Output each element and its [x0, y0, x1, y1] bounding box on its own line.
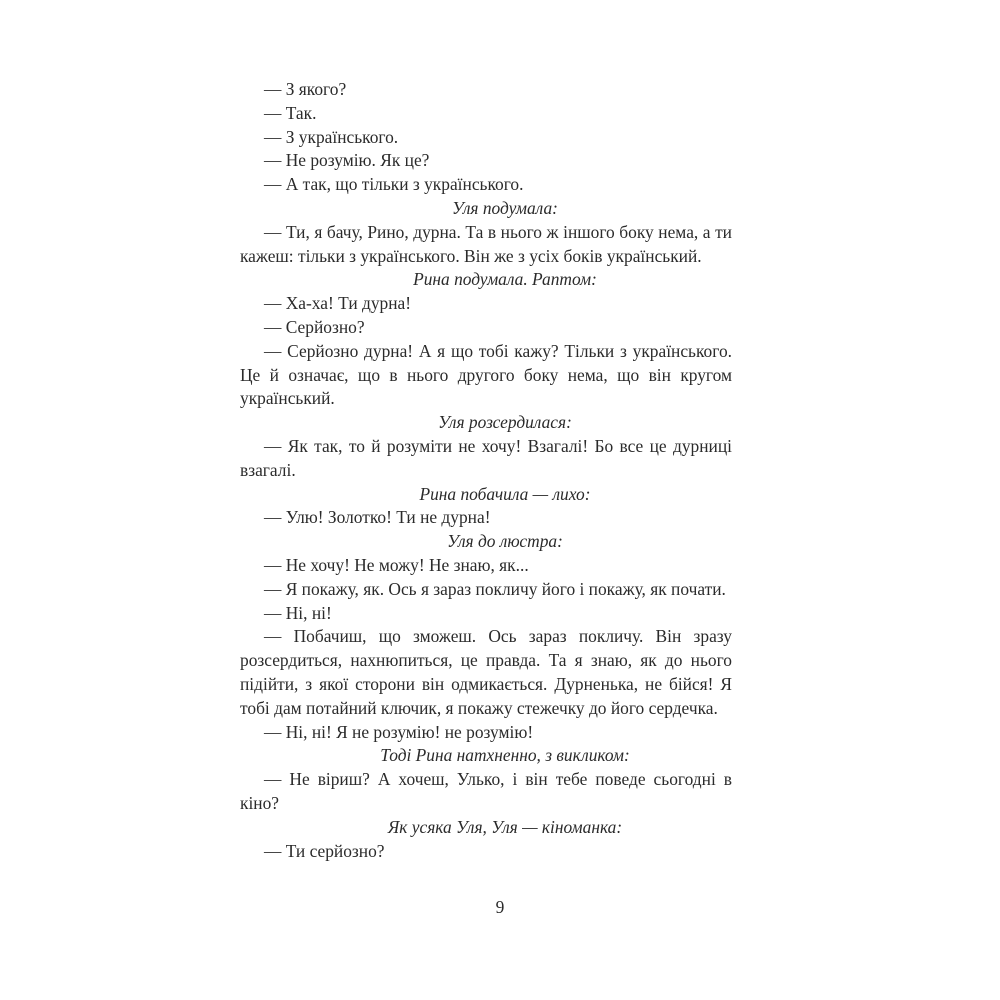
- dialogue-line: — Серйозно дурна! А я що тобі кажу? Тільки з українського. Це й означає, що в нього другого боку нема, що він кругом український.: [240, 340, 732, 409]
- dialogue-line: — Не віриш? А хочеш, Улько, і він тебе поведе сьогодні в кіно?: [240, 769, 732, 813]
- dialogue-line: — Ха-ха! Ти дурна!: [264, 293, 412, 314]
- dialogue-line: — Улю! Золотко! Ти не дурна!: [264, 507, 491, 528]
- page-text-block: [240, 78, 732, 863]
- dialogue-line: — Не хочу! Не можу! Не знаю, як...: [264, 554, 529, 575]
- dialogue-line: — Ти серйозно?: [264, 840, 385, 861]
- stage-direction: Уля подумала:: [452, 197, 558, 218]
- dialogue-line: — Я покажу, як. Ось я зараз покличу його і покажу, як почати.: [264, 578, 726, 599]
- page-number: 9: [495, 897, 505, 917]
- stage-direction: Тоді Рина натхненно, з викликом:: [380, 745, 630, 766]
- stage-direction: Уля розсердилася:: [438, 412, 572, 433]
- stage-direction: Уля до люстра:: [447, 531, 563, 552]
- dialogue-line: — Як так, то й розуміти не хочу! Взагалі! Бо все це дурниці взагалі.: [240, 435, 732, 480]
- stage-direction: Рина подумала. Раптом:: [413, 269, 597, 290]
- dialogue-line: — Побачиш, що зможеш. Ось зараз покличу. Він зразу розсердиться, нахнюпиться, це правда. Та я знаю, як до нього підійти, з якої сторони він одмикається. Дурненька, не бійся! Я тобі дам потайний ключик, я покажу стежечку до його сердечка.: [240, 626, 732, 718]
- dialogue-line: — Не розумію. Як це?: [264, 150, 430, 171]
- dialogue-line: — Ні, ні! Я не розумію! не розумію!: [264, 721, 534, 742]
- stage-direction: Як усяка Уля, Уля — кіноманка:: [387, 816, 623, 837]
- dialogue-line: — Серйозно?: [264, 316, 365, 337]
- dialogue-line: — Ні, ні!: [264, 602, 332, 623]
- dialogue-line: — З українського.: [264, 126, 399, 147]
- dialogue-line: — Ти, я бачу, Рино, дурна. Та в нього ж іншого боку нема, а ти кажеш: тільки з українського. Він же з усіх боків український.: [240, 221, 732, 266]
- dialogue-line: — Так.: [264, 102, 317, 123]
- dialogue-line: — З якого?: [264, 79, 347, 99]
- stage-direction: Рина побачила — лихо:: [419, 483, 591, 504]
- dialogue-line: — А так, що тільки з українського.: [264, 174, 524, 195]
